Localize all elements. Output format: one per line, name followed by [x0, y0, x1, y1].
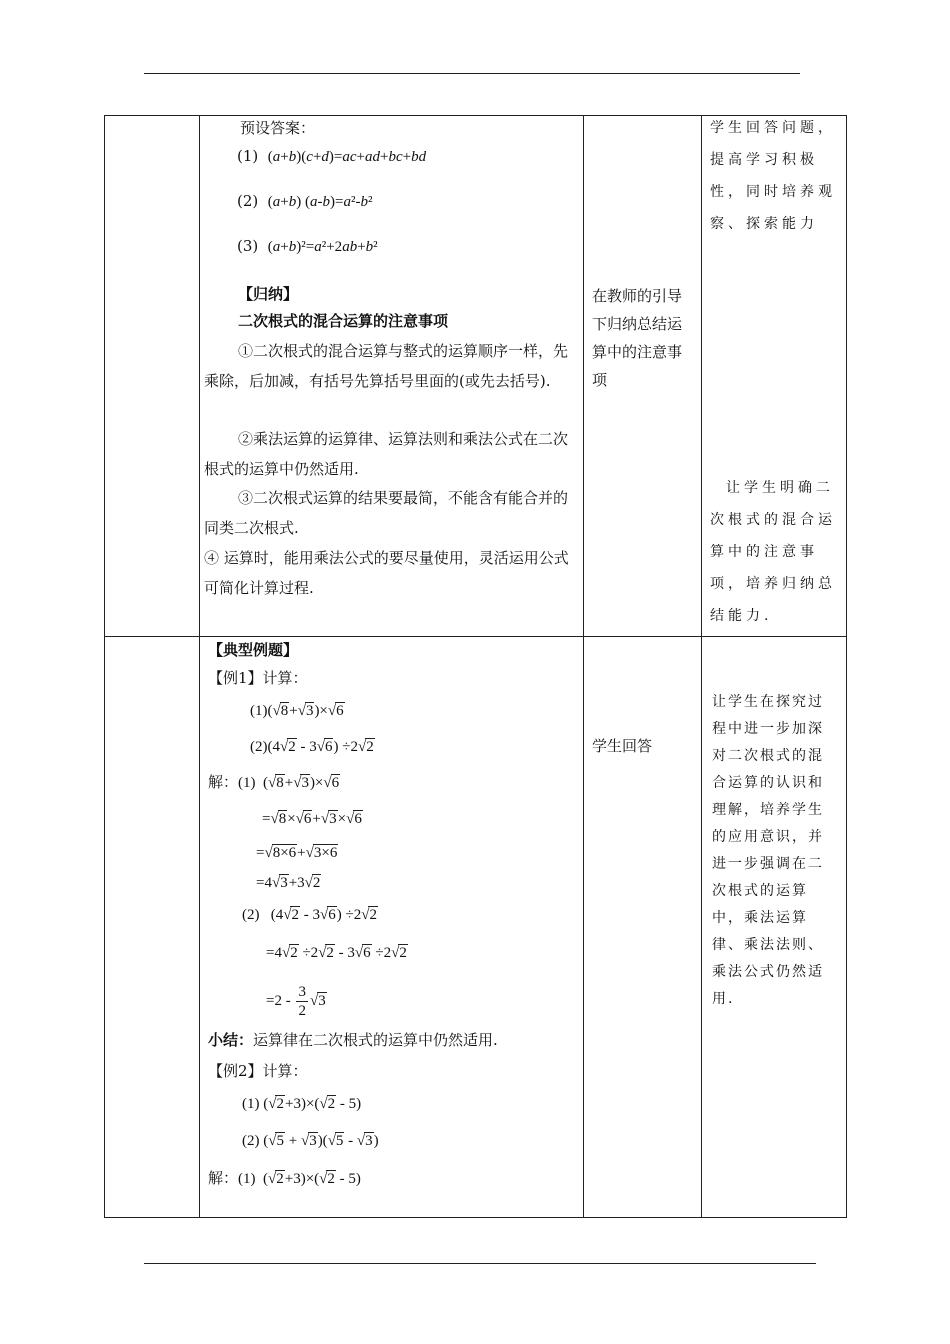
answer-line-3: [237, 236, 378, 257]
solution-2-step-2: =4√ 2 ÷2√ 2 - 3√ 6 ÷2√ 2: [266, 943, 408, 963]
answer-expression: (a+b)²=a²+2ab+b²: [267, 239, 378, 255]
student-activity-cell: [584, 116, 702, 637]
design-intent-text: 让学生明确二次根式的混合运算中的注意事项，培养归纳总结能力.: [710, 480, 836, 624]
example-2-label: 【例2】计算：: [208, 1062, 308, 1080]
header-rule: [144, 73, 800, 74]
summary-point-3: ③二次根式运算的结果要最简，不能含有能合并的同类二次根式.: [204, 489, 569, 537]
examples-heading: 【典型例题】: [208, 641, 299, 659]
answer-number: (2): [237, 192, 259, 210]
teacher-activity-cell: [200, 637, 584, 1218]
footer-rule: [144, 1263, 816, 1264]
answer-expression: (a+b)(c+d)=ac+ad+bc+bd: [267, 149, 427, 165]
solution-2-step-3: =2 - $\frac{3}{2}$ √ 3: [266, 983, 327, 1020]
example-1-note: 小结：运算律在二次根式的运算中仍然适用.: [208, 1031, 498, 1049]
solution-1-step-3: =√ 8×6+√ 3×6: [256, 843, 338, 863]
solution-1-step-4: =4√ 3+3√ 2: [256, 873, 321, 893]
answer-line-2: [237, 191, 372, 212]
summary-point-1: ①二次根式的混合运算与整式的运算顺序一样，先乘除，后加减，有括号先算括号里面的(或先去括号).: [204, 342, 569, 390]
summary-point-4: ④ 运算时，能用乘法公式的要尽量使用，灵活运用公式可简化计算过程.: [204, 549, 569, 597]
answers-heading: 预设答案：: [240, 119, 316, 137]
example-2-question-2: (2) (√ 5 + √ 3)(√ 5 - √ 3): [242, 1131, 379, 1151]
teacher-activity-cell: [200, 116, 584, 637]
summary-title: 二次根式的混合运算的注意事项: [238, 312, 449, 330]
design-intent-text: 学生回答问题，提高学习积极性，同时培养观察、探索能力: [710, 120, 836, 232]
example-2-question-1: (1) (√ 2+3)×(√ 2 - 5): [242, 1094, 361, 1114]
solution-1-step-2: =√ 8×√ 6+√ 3×√ 6: [262, 809, 363, 829]
example-1-question-2: (2)(4√ 2 - 3√ 6) ÷2√ 2: [250, 737, 375, 757]
example-2-solution: 解：(1) (√ 2+3)×(√ 2 - 5): [208, 1169, 361, 1189]
example-1-question-1: (1)(√ 8+√ 3)×√ 6: [250, 701, 345, 721]
student-activity-cell: [584, 637, 702, 1218]
answer-expression: (a+b) (a-b)=a²-b²: [267, 194, 373, 210]
example-1-label: 【例1】计算：: [208, 669, 308, 687]
design-intent-cell: [702, 637, 847, 1218]
summary-heading: 【归纳】: [238, 285, 299, 303]
table-row: [105, 116, 847, 637]
stage-cell: [105, 637, 200, 1218]
design-intent-text: 让学生在探究过程中进一步加深对二次根式的混合运算的认识和理解，培养学生的应用意识，并进一步强调在二次根式的运算中，乘法运算律、乘法法则、乘法公式仍然适用.: [712, 694, 824, 1007]
answer-line-1: [237, 146, 426, 167]
table-row: [105, 637, 847, 1218]
answer-number: (3): [237, 237, 259, 255]
lesson-table: [104, 115, 847, 1218]
solution-2-step-1: (2) (4√ 2 - 3√ 6) ÷2√ 2: [242, 905, 378, 925]
stage-cell: [105, 116, 200, 637]
solution-1-step-1: 解：(1) (√ 8+√ 3)×√ 6: [208, 773, 340, 793]
student-activity-text: 学生回答: [592, 737, 653, 755]
student-activity-text: 在教师的引导下归纳总结运算中的注意事项: [592, 287, 683, 389]
solution-label: 解：(1): [208, 775, 256, 791]
summary-point-2: ②乘法运算的运算律、运算法则和乘法公式在二次根式的运算中仍然适用.: [204, 430, 569, 478]
design-intent-cell: [702, 116, 847, 637]
answer-number: (1): [237, 147, 259, 165]
